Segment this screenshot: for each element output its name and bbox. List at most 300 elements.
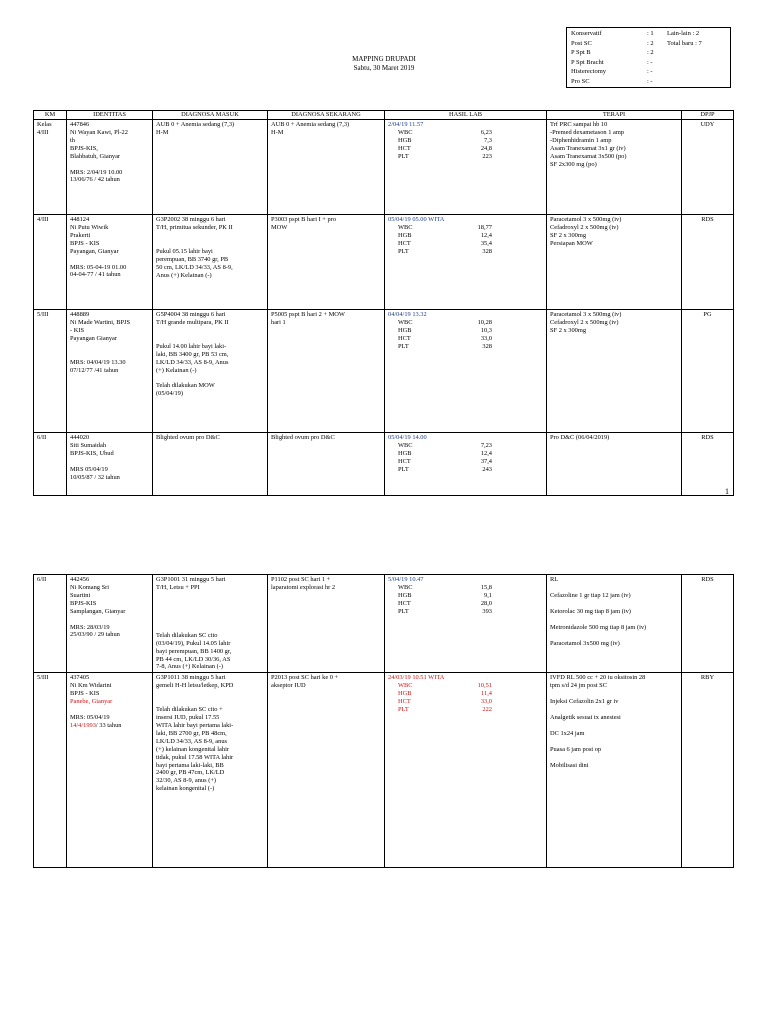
diagnosa-line: (03/04/19), Pukul 14.05 lahir xyxy=(156,639,231,647)
cell-identitas xyxy=(67,120,153,215)
lab-value: 24,8 xyxy=(480,144,492,152)
summary-label: Konservatif xyxy=(571,30,602,37)
summary-label: Pro SC xyxy=(571,77,590,85)
lab-item xyxy=(388,153,543,161)
identitas-line: Ni Komang Sri xyxy=(70,583,110,591)
lab-value: 33,0 xyxy=(480,334,492,342)
identitas-line: Ni Made Wartini, BPJS xyxy=(70,318,131,326)
summary-value: : 2 xyxy=(647,39,654,47)
terapi-line xyxy=(550,632,678,640)
km-line: 6/II xyxy=(37,434,47,441)
diagnosa-line: perempuan, BB 3740 gr, PB xyxy=(156,255,229,263)
page-title: MAPPING DRUPADI xyxy=(352,55,416,63)
identitas-line: Payangan Gianyar xyxy=(70,334,118,342)
lab-value: 37,4 xyxy=(480,457,492,465)
cell-hasil-lab xyxy=(385,310,547,433)
summary-extra: Total baru : 7 xyxy=(667,39,702,47)
terapi-line: Paracetamol 3 x 500mg (iv) xyxy=(550,216,622,223)
identitas-line: 448889 xyxy=(70,311,90,318)
identitas-line: Prakerti xyxy=(70,231,91,239)
identitas-line: 10/05/87 / 32 tahun xyxy=(70,473,120,481)
km-line: Kelas xyxy=(37,121,52,128)
identitas-line: 444020 xyxy=(70,434,90,441)
lab-item xyxy=(388,592,543,600)
diagnosa-line: gemeli H-H letsu/letkep, KPD xyxy=(156,682,234,690)
identitas-line xyxy=(70,343,149,351)
cell-terapi xyxy=(547,120,682,215)
diagnosa-line: P5005 pspt B hari 2 + MOW xyxy=(271,311,345,318)
diagnosa-line xyxy=(156,624,264,632)
lab-item xyxy=(388,682,543,690)
diagnosa-line: laki, BB 2700 gr, PB 48cm, xyxy=(156,729,227,737)
terapi-line xyxy=(550,722,678,730)
lab-value: 223 xyxy=(482,152,492,160)
cell-diagnosa-masuk xyxy=(153,310,268,433)
lab-name: HGB xyxy=(398,231,412,239)
diagnosa-line: Blighted ovum pro D&C xyxy=(156,434,220,441)
summary-value: : - xyxy=(647,68,653,75)
diagnosa-line xyxy=(156,690,264,698)
identitas-line: BPJS-KIS, xyxy=(70,144,98,152)
identitas-mrs: MRS: 05/04/19 xyxy=(70,713,110,721)
lab-name: HCT xyxy=(398,239,411,247)
diagnosa-line: Telah dilakukan SC cito + xyxy=(156,706,223,714)
diagnosa-line: PB 44 cm, LK/LD 30/36, AS xyxy=(156,655,231,663)
lab-item xyxy=(388,706,543,714)
diagnosa-line: AUB 0 + Anemia sedang (7,3) xyxy=(156,121,235,128)
lab-value: 10,28 xyxy=(477,318,492,326)
identitas-line: BPJS - KIS xyxy=(70,690,100,698)
cell-km xyxy=(34,575,67,673)
diagnosa-line: T/H, primitua sekunder, PK II xyxy=(156,223,233,231)
column-header: DPJP xyxy=(682,111,734,120)
identitas-line xyxy=(70,458,149,466)
lab-name: HGB xyxy=(398,136,412,144)
diagnosa-line: 50 cm, LK/LD 34/33, AS 8-9, xyxy=(156,263,233,271)
summary-value: : 1 xyxy=(647,30,654,37)
lab-name: HGB xyxy=(398,449,412,457)
cell-dpjp: RBY xyxy=(682,673,734,868)
lab-value: 7,23 xyxy=(480,441,492,449)
lab-item xyxy=(388,690,543,698)
diagnosa-line: H-M xyxy=(271,128,284,136)
lab-value: 28,0 xyxy=(480,599,492,607)
diagnosa-line xyxy=(156,600,264,608)
identitas-line: BPJS - KIS xyxy=(70,239,100,247)
diagnosa-line: Blighted ovum pro D&C xyxy=(271,434,335,441)
km-line: 5/III xyxy=(37,311,49,318)
identitas-line: 04-04-77 / 41 tahun xyxy=(70,271,121,279)
terapi-line: -Premed dexametason 1 amp xyxy=(550,128,625,136)
diagnosa-line: P3003 pspt B hari I + pro xyxy=(271,216,337,223)
lab-item xyxy=(388,224,543,232)
lab-item xyxy=(388,698,543,706)
lab-value: 243 xyxy=(482,465,492,473)
lab-name: PLT xyxy=(398,465,409,473)
lab-date: 2/04/19 11.57 xyxy=(388,121,424,128)
terapi-line xyxy=(550,690,678,698)
summary-extra: Lain-lain : 2 xyxy=(667,30,700,37)
cell-diagnosa-sekarang xyxy=(268,673,385,868)
diagnosa-line: laki, BB 3400 gr, PB 53 cm, xyxy=(156,350,229,358)
lab-value: 35,4 xyxy=(480,239,492,247)
identitas-line: Blahbatuh, Gianyar xyxy=(70,152,121,160)
table-row xyxy=(34,310,734,433)
identitas-line xyxy=(70,256,149,264)
summary-value: : - xyxy=(647,58,653,66)
table-row xyxy=(34,575,734,673)
diagnosa-line: P1102 post SC hari 1 + xyxy=(271,576,331,583)
column-header: DIAGNOSA MASUK xyxy=(153,111,268,120)
diagnosa-line: kelainan kongenital (-) xyxy=(156,785,215,793)
column-header: DIAGNOSA SEKARANG xyxy=(268,111,385,120)
diagnosa-line: bayi perempuan, BB 1400 gr, xyxy=(156,647,232,655)
cell-diagnosa-masuk xyxy=(153,433,268,496)
identitas-line: Ni Km Widarini xyxy=(70,682,112,690)
identitas-line: Payangan, Gianyar xyxy=(70,247,119,255)
diagnosa-line: G3P1011 38 minggu 5 hari xyxy=(156,674,226,682)
km-line: 4/III xyxy=(37,128,49,136)
terapi-line: Persiapan MOW xyxy=(550,239,593,247)
identitas-line: BPJS-KIS xyxy=(70,599,97,607)
lab-item xyxy=(388,327,543,335)
patient-table-1 xyxy=(33,110,734,496)
table-row xyxy=(34,215,734,310)
cell-identitas xyxy=(67,433,153,496)
lab-name: PLT xyxy=(398,342,409,350)
diagnosa-line: H-M xyxy=(156,128,169,136)
diagnosa-line: Pukul 05.15 lahir bayi xyxy=(156,247,213,255)
km-line: 6/II xyxy=(37,576,47,583)
terapi-line: Metronidazole 500 mg tiap 8 jam (iv) xyxy=(550,623,647,631)
cell-km xyxy=(34,673,67,868)
lab-name: PLT xyxy=(398,705,409,713)
cell-dpjp: PG xyxy=(682,310,734,433)
cell-km xyxy=(34,310,67,433)
cell-diagnosa-masuk xyxy=(153,673,268,868)
identitas-line: 447846 xyxy=(70,121,90,128)
lab-date: 04/04/19 13.32 xyxy=(388,311,427,318)
identitas-line: BPJS-KIS, Ubud xyxy=(70,449,114,457)
km-line: 5/III xyxy=(37,674,49,682)
lab-item xyxy=(388,608,543,616)
diagnosa-line xyxy=(156,327,264,335)
km-line: 4/III xyxy=(37,216,49,223)
lab-name: PLT xyxy=(398,152,409,160)
lab-item xyxy=(388,137,543,145)
cell-terapi xyxy=(547,310,682,433)
diagnosa-line: bayi pertama laki-laki, BB xyxy=(156,761,224,769)
cell-diagnosa-sekarang xyxy=(268,575,385,673)
cell-diagnosa-masuk xyxy=(153,120,268,215)
summary-row xyxy=(571,77,726,87)
identitas-line: - KIS xyxy=(70,326,85,334)
diagnosa-line: 2400 gr, PB 47cm, LK/LD xyxy=(156,769,225,777)
lab-item xyxy=(388,129,543,137)
diagnosa-line xyxy=(156,232,264,240)
lab-item xyxy=(388,145,543,153)
lab-item xyxy=(388,240,543,248)
lab-item xyxy=(388,442,543,450)
identitas-line: th xyxy=(70,136,75,144)
cell-identitas xyxy=(67,215,153,310)
summary-label: P Spt B xyxy=(571,49,591,56)
diagnosa-line xyxy=(156,374,264,382)
summary-row xyxy=(571,39,726,49)
identitas-dob xyxy=(70,722,149,730)
table-row xyxy=(34,673,734,868)
cell-diagnosa-sekarang xyxy=(268,310,385,433)
lab-item xyxy=(388,248,543,256)
lab-value: 6,23 xyxy=(480,128,492,136)
identitas-line: MRS: 28/03/19 xyxy=(70,623,110,631)
identitas-line xyxy=(70,351,149,359)
summary-value: : 2 xyxy=(647,49,654,56)
column-header: IDENTITAS xyxy=(67,111,153,120)
diagnosa-line: (05/04/19) xyxy=(156,390,183,398)
diagnosa-line: laparatomi explorasi hr 2 xyxy=(271,583,336,591)
lab-value: 18,77 xyxy=(477,223,492,231)
cell-dpjp: RDS xyxy=(682,215,734,310)
diagnosa-line: MOW xyxy=(271,223,288,231)
lab-date: 05/04/19 05.00 WITA xyxy=(388,216,445,223)
identitas-line: MRS: 2/04/19 10.00 xyxy=(70,168,123,176)
diagnosa-line xyxy=(156,592,264,600)
cell-km xyxy=(34,120,67,215)
terapi-line: Pro D&C (06/04/2019) xyxy=(550,434,610,441)
lab-value: 328 xyxy=(482,247,492,255)
lab-value: 7,3 xyxy=(484,136,492,144)
lab-value: 12,4 xyxy=(480,449,492,457)
page-number: 1 xyxy=(725,487,729,496)
diagnosa-line xyxy=(156,240,264,248)
terapi-line: Paracetamol 3x500 mg (iv) xyxy=(550,639,620,647)
summary-row xyxy=(571,29,726,39)
cell-identitas xyxy=(67,673,153,868)
terapi-line xyxy=(550,616,678,624)
diagnosa-line: 32/30, AS 8-9, anus (+) xyxy=(156,777,217,785)
identitas-line: Samplangan, Gianyar xyxy=(70,607,126,615)
lab-value: 222 xyxy=(482,705,492,713)
diagnosa-line xyxy=(156,608,264,616)
terapi-line xyxy=(550,754,678,762)
terapi-line: -Diphenhidramin 1 amp xyxy=(550,136,612,144)
cell-terapi xyxy=(547,433,682,496)
identitas-address: Panebe, Gianyar xyxy=(70,698,113,706)
terapi-line: Asam Tranexamat 3x1 gr (iv) xyxy=(550,144,626,152)
terapi-line: Trf PRC sampai hb 10 xyxy=(550,121,608,128)
identitas-line: Suartini xyxy=(70,591,91,599)
cell-terapi xyxy=(547,215,682,310)
lab-name: HGB xyxy=(398,591,412,599)
table-row xyxy=(34,433,734,496)
cell-terapi xyxy=(547,575,682,673)
lab-value: 15,8 xyxy=(480,583,492,591)
identitas-line: 437405 xyxy=(70,674,90,682)
diagnosa-line: T/H, Letsu + PPI xyxy=(156,583,200,591)
cell-km xyxy=(34,215,67,310)
terapi-line: Analgetik sesuai tx anestesi xyxy=(550,714,621,722)
terapi-line: Puasa 6 jam post op xyxy=(550,745,602,753)
lab-value: 12,4 xyxy=(480,231,492,239)
cell-hasil-lab xyxy=(385,120,547,215)
diagnosa-line: AUB 0 + Anemia sedang (7,3) xyxy=(271,121,350,128)
identitas-line: Siti Sumaidah xyxy=(70,441,107,449)
identitas-line: Ni Putu Wiwik xyxy=(70,223,109,231)
terapi-line xyxy=(550,584,678,592)
terapi-line: SF 2 x 300mg xyxy=(550,326,587,334)
spacer xyxy=(70,706,149,714)
terapi-line: Mobilisasi dini xyxy=(550,761,589,769)
lab-item xyxy=(388,232,543,240)
diagnosa-line: WITA lahir bayi pertama laki- xyxy=(156,721,234,729)
lab-name: PLT xyxy=(398,247,409,255)
lab-name: HGB xyxy=(398,326,412,334)
diagnosa-line: hari 1 xyxy=(271,318,286,326)
diagnosa-line: 7-8, Anus (+) Kelainan (-) xyxy=(156,663,223,671)
cell-dpjp: UDY xyxy=(682,120,734,215)
lab-name: WBC xyxy=(398,128,413,136)
lab-name: WBC xyxy=(398,682,413,690)
terapi-line: RL xyxy=(550,576,559,583)
summary-value: : - xyxy=(647,77,653,85)
cell-diagnosa-sekarang xyxy=(268,120,385,215)
lab-value: 33,0 xyxy=(480,698,492,706)
terapi-line: Ketorolac 30 mg tiap 8 jam (iv) xyxy=(550,607,631,615)
cell-hasil-lab xyxy=(385,673,547,868)
diagnosa-line xyxy=(156,335,264,343)
terapi-line xyxy=(550,738,678,746)
identitas-line: MRS 05/04/19 xyxy=(70,465,108,473)
identitas-line: MRS: 04/04/19 13.30 xyxy=(70,358,126,366)
lab-value: 10,3 xyxy=(480,326,492,334)
terapi-line: Paracetamol 3 x 500mg (iv) xyxy=(550,311,622,318)
identitas-line xyxy=(70,616,149,624)
cell-dpjp: RDS xyxy=(682,575,734,673)
lab-item xyxy=(388,584,543,592)
cell-hasil-lab xyxy=(385,433,547,496)
terapi-line: tpm s/d 24 jm post SC xyxy=(550,682,607,690)
terapi-line: Cefazoline 1 gr tiap 12 jam (iv) xyxy=(550,591,631,599)
lab-name: WBC xyxy=(398,441,413,449)
identitas-line: 448124 xyxy=(70,216,90,223)
diagnosa-line: P2013 post SC hari ke 0 + xyxy=(271,674,339,682)
terapi-line: Injeksi Cefazolin 2x1 gr iv xyxy=(550,698,619,706)
identitas-line: 25/03/90 / 29 tahun xyxy=(70,631,120,639)
terapi-line: SF 2x300 mg (po) xyxy=(550,160,597,168)
diagnosa-line: G5P4004 38 minggu 6 hari xyxy=(156,311,226,318)
column-header: HASIL LAB xyxy=(385,111,547,120)
lab-value: 328 xyxy=(482,342,492,350)
lab-name: PLT xyxy=(398,607,409,615)
lab-date: 5/04/19 10.47 xyxy=(388,576,424,583)
lab-item xyxy=(388,600,543,608)
terapi-line: Asam Tranexamat 3x500 (po) xyxy=(550,152,627,160)
diagnosa-line: (+) kelainan kongenital lahir xyxy=(156,745,229,753)
diagnosa-line: insersi IUD, pukul 17.55 xyxy=(156,714,220,722)
lab-item xyxy=(388,458,543,466)
diagnosa-line: LK/LD 34/33, AS 8-9, Anus xyxy=(156,358,229,366)
cell-diagnosa-sekarang xyxy=(268,433,385,496)
lab-item xyxy=(388,450,543,458)
diagnosa-line: Telah dilakukan SC cito xyxy=(156,631,218,639)
lab-item xyxy=(388,343,543,351)
lab-name: HGB xyxy=(398,690,412,698)
diagnosa-line xyxy=(156,616,264,624)
cell-hasil-lab xyxy=(385,575,547,673)
lab-name: HCT xyxy=(398,457,411,465)
lab-name: HCT xyxy=(398,599,411,607)
cell-identitas xyxy=(67,310,153,433)
identitas-line: 13/06/76 / 42 tahun xyxy=(70,176,120,184)
diagnosa-line: (+) Kelainan (-) xyxy=(156,366,197,374)
lab-name: HCT xyxy=(398,698,411,706)
cell-identitas xyxy=(67,575,153,673)
terapi-line: Cefadroxyl 2 x 500mg (iv) xyxy=(550,318,619,326)
cell-diagnosa-masuk xyxy=(153,215,268,310)
cell-terapi xyxy=(547,673,682,868)
lab-value: 11,4 xyxy=(481,690,492,698)
diagnosa-line: Telah dilakukan MOW xyxy=(156,382,215,390)
terapi-line: DC 1x24 jam xyxy=(550,729,585,737)
diagnosa-line: Pukul 14.00 lahir bayi laki- xyxy=(156,342,227,350)
lab-name: WBC xyxy=(398,223,413,231)
diagnosa-line xyxy=(156,698,264,706)
diagnosa-line: akseptor IUD xyxy=(271,682,306,690)
lab-name: WBC xyxy=(398,318,413,326)
lab-item xyxy=(388,319,543,327)
cell-diagnosa-sekarang xyxy=(268,215,385,310)
cell-km xyxy=(34,433,67,496)
table-row xyxy=(34,120,734,215)
summary-label: Post SC xyxy=(571,39,592,47)
terapi-line: Cefadroxyl 2 x 500mg (iv) xyxy=(550,223,619,231)
lab-value: 393 xyxy=(482,607,492,615)
diagnosa-line: Anus (+) Kelainan (-) xyxy=(156,271,212,279)
identitas-line: 07/12/77 /41 tahun xyxy=(70,366,119,374)
column-header: TERAPI xyxy=(547,111,682,120)
lab-name: HCT xyxy=(398,334,411,342)
dob-age: / 33 tahun xyxy=(95,721,122,729)
dob-date: 14/4/1993 xyxy=(70,721,96,729)
diagnosa-line: G3P2002 38 minggu 6 hari xyxy=(156,216,226,223)
diagnosa-line: tidak, pukul 17.58 WITA lahir xyxy=(156,753,234,761)
column-header: KM xyxy=(34,111,67,120)
lab-date: 24/03/19 10.51 WITA xyxy=(388,674,445,682)
table-header xyxy=(34,111,734,120)
diagnosa-line: T/H grande multipara, PK II xyxy=(156,318,229,326)
lab-item xyxy=(388,335,543,343)
cell-hasil-lab xyxy=(385,215,547,310)
lab-date: 05/04/19 14.00 xyxy=(388,434,427,441)
terapi-line: IVFD RL 500 cc + 20 iu oksitosin 28 xyxy=(550,674,646,682)
page-date: Sabtu, 30 Maret 2019 xyxy=(353,64,415,72)
cell-diagnosa-masuk xyxy=(153,575,268,673)
lab-name: HCT xyxy=(398,144,411,152)
terapi-line: SF 2 x 300mg xyxy=(550,231,587,239)
identitas-line xyxy=(70,161,149,169)
summary-label: Histerectomy xyxy=(571,68,607,75)
identitas-line: 442456 xyxy=(70,576,90,583)
identitas-line: Ni Wayan Kawi, Pl-22 xyxy=(70,128,128,136)
lab-value: 9,1 xyxy=(484,591,492,599)
lab-value: 10,51 xyxy=(477,682,492,690)
lab-name: WBC xyxy=(398,583,413,591)
identitas-line: MRS: 05-04-19 01.00 xyxy=(70,263,127,271)
lab-item xyxy=(388,466,543,474)
terapi-line xyxy=(550,706,678,714)
cell-dpjp: RDS xyxy=(682,433,734,496)
